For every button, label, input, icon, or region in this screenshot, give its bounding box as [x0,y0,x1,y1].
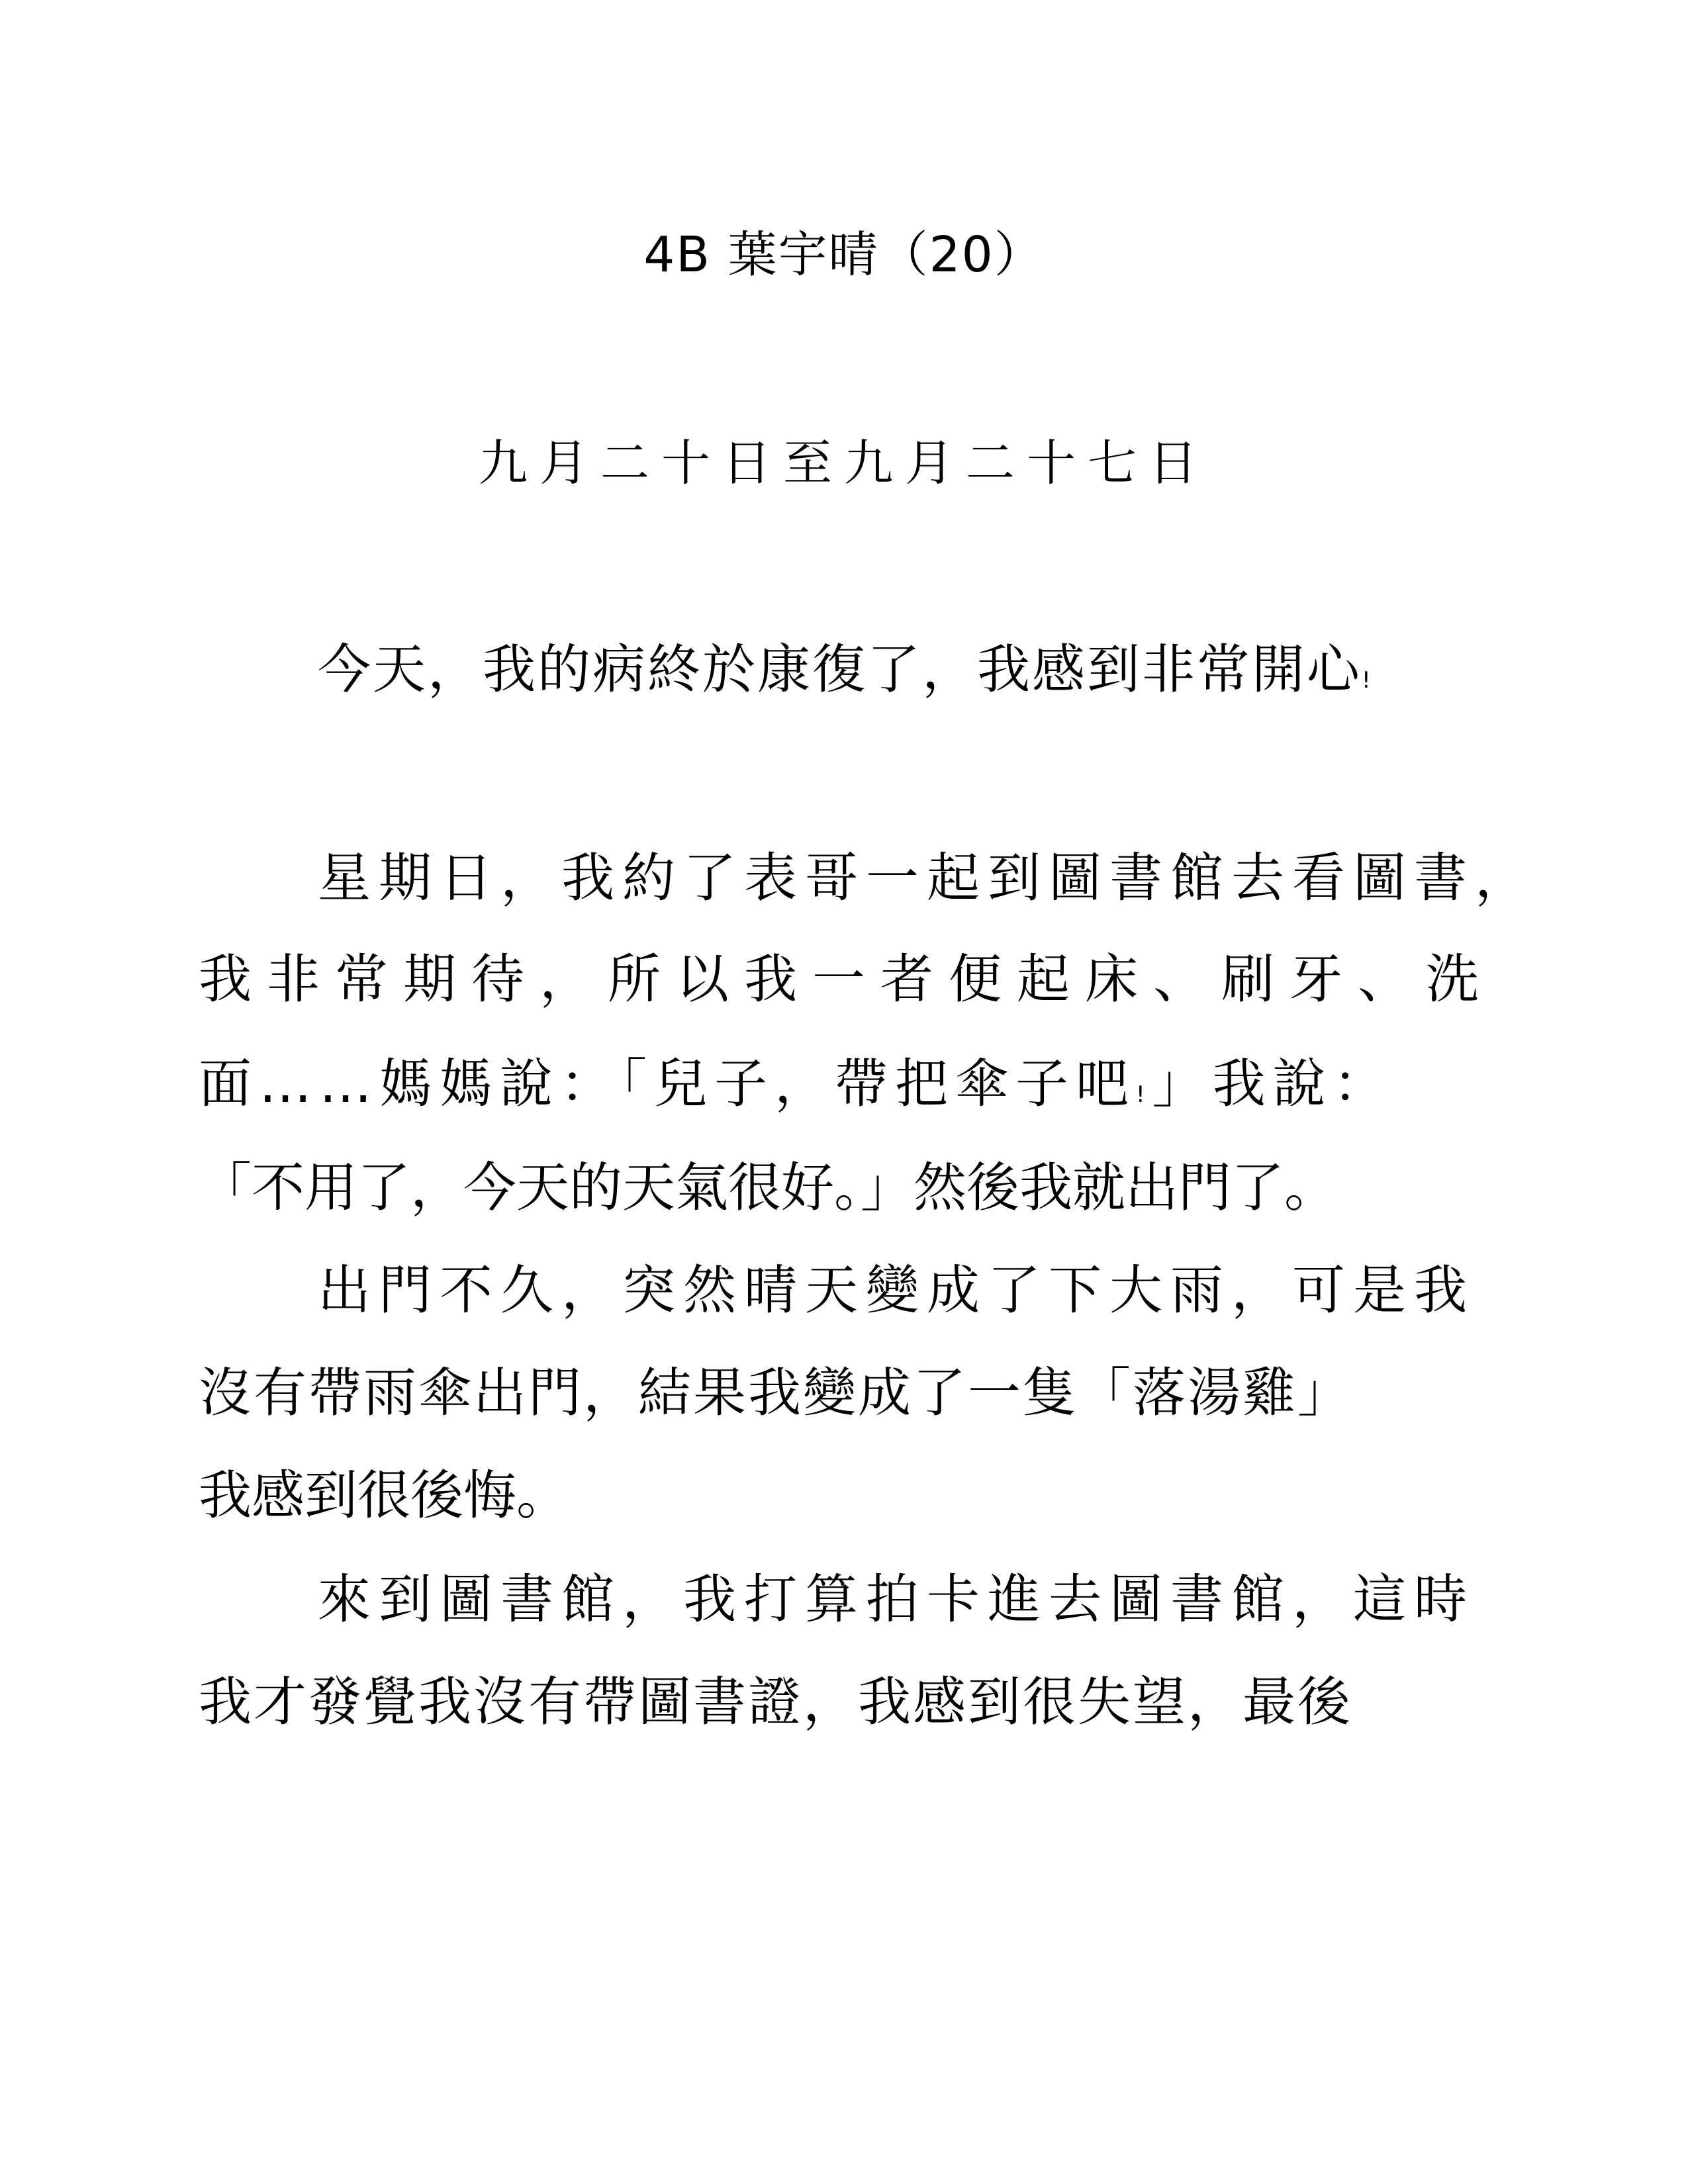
body-line-7: 沒有帶雨傘出門，結果我變成了一隻「落湯雞」 [199,1362,1352,1424]
body-line-8: 我感到很後悔。 [199,1465,569,1526]
body-line-10: 我才發覺我沒有帶圖書證，我感到很失望，最後 [199,1671,1352,1733]
body-line-2: 星期日，我約了表哥一起到圖書館去看圖書， [318,847,1536,909]
body-line-1 [318,637,1373,703]
body-line-4-text-a: 面……媽媽說：「兒子，帶把傘子吧 [199,1053,1136,1115]
body-line-6: 出門不久，突然晴天變成了下大雨，可是我 [318,1259,1475,1321]
date-range-heading: 九月二十日至九月二十七日 [479,435,1209,492]
exclamation-mark: ! [1136,1081,1152,1108]
body-line-4 [199,1051,1393,1117]
body-line-1-text: 今天，我的病終於康復了，我感到非常開心 [318,639,1362,700]
exclamation-mark: ! [1362,667,1373,694]
body-line-4-text-b: 」我說： [1152,1053,1393,1115]
student-heading: 4B 葉宇晴（20） [643,226,1045,283]
body-line-3: 我非常期待，所以我一者便起床、刷牙、洗 [199,948,1494,1010]
body-line-5: 「不用了，今天的天氣很好。」然後我就出門了。 [199,1157,1337,1218]
body-line-9: 來到圖書館，我打算拍卡進去圖書館，這時 [318,1569,1475,1630]
